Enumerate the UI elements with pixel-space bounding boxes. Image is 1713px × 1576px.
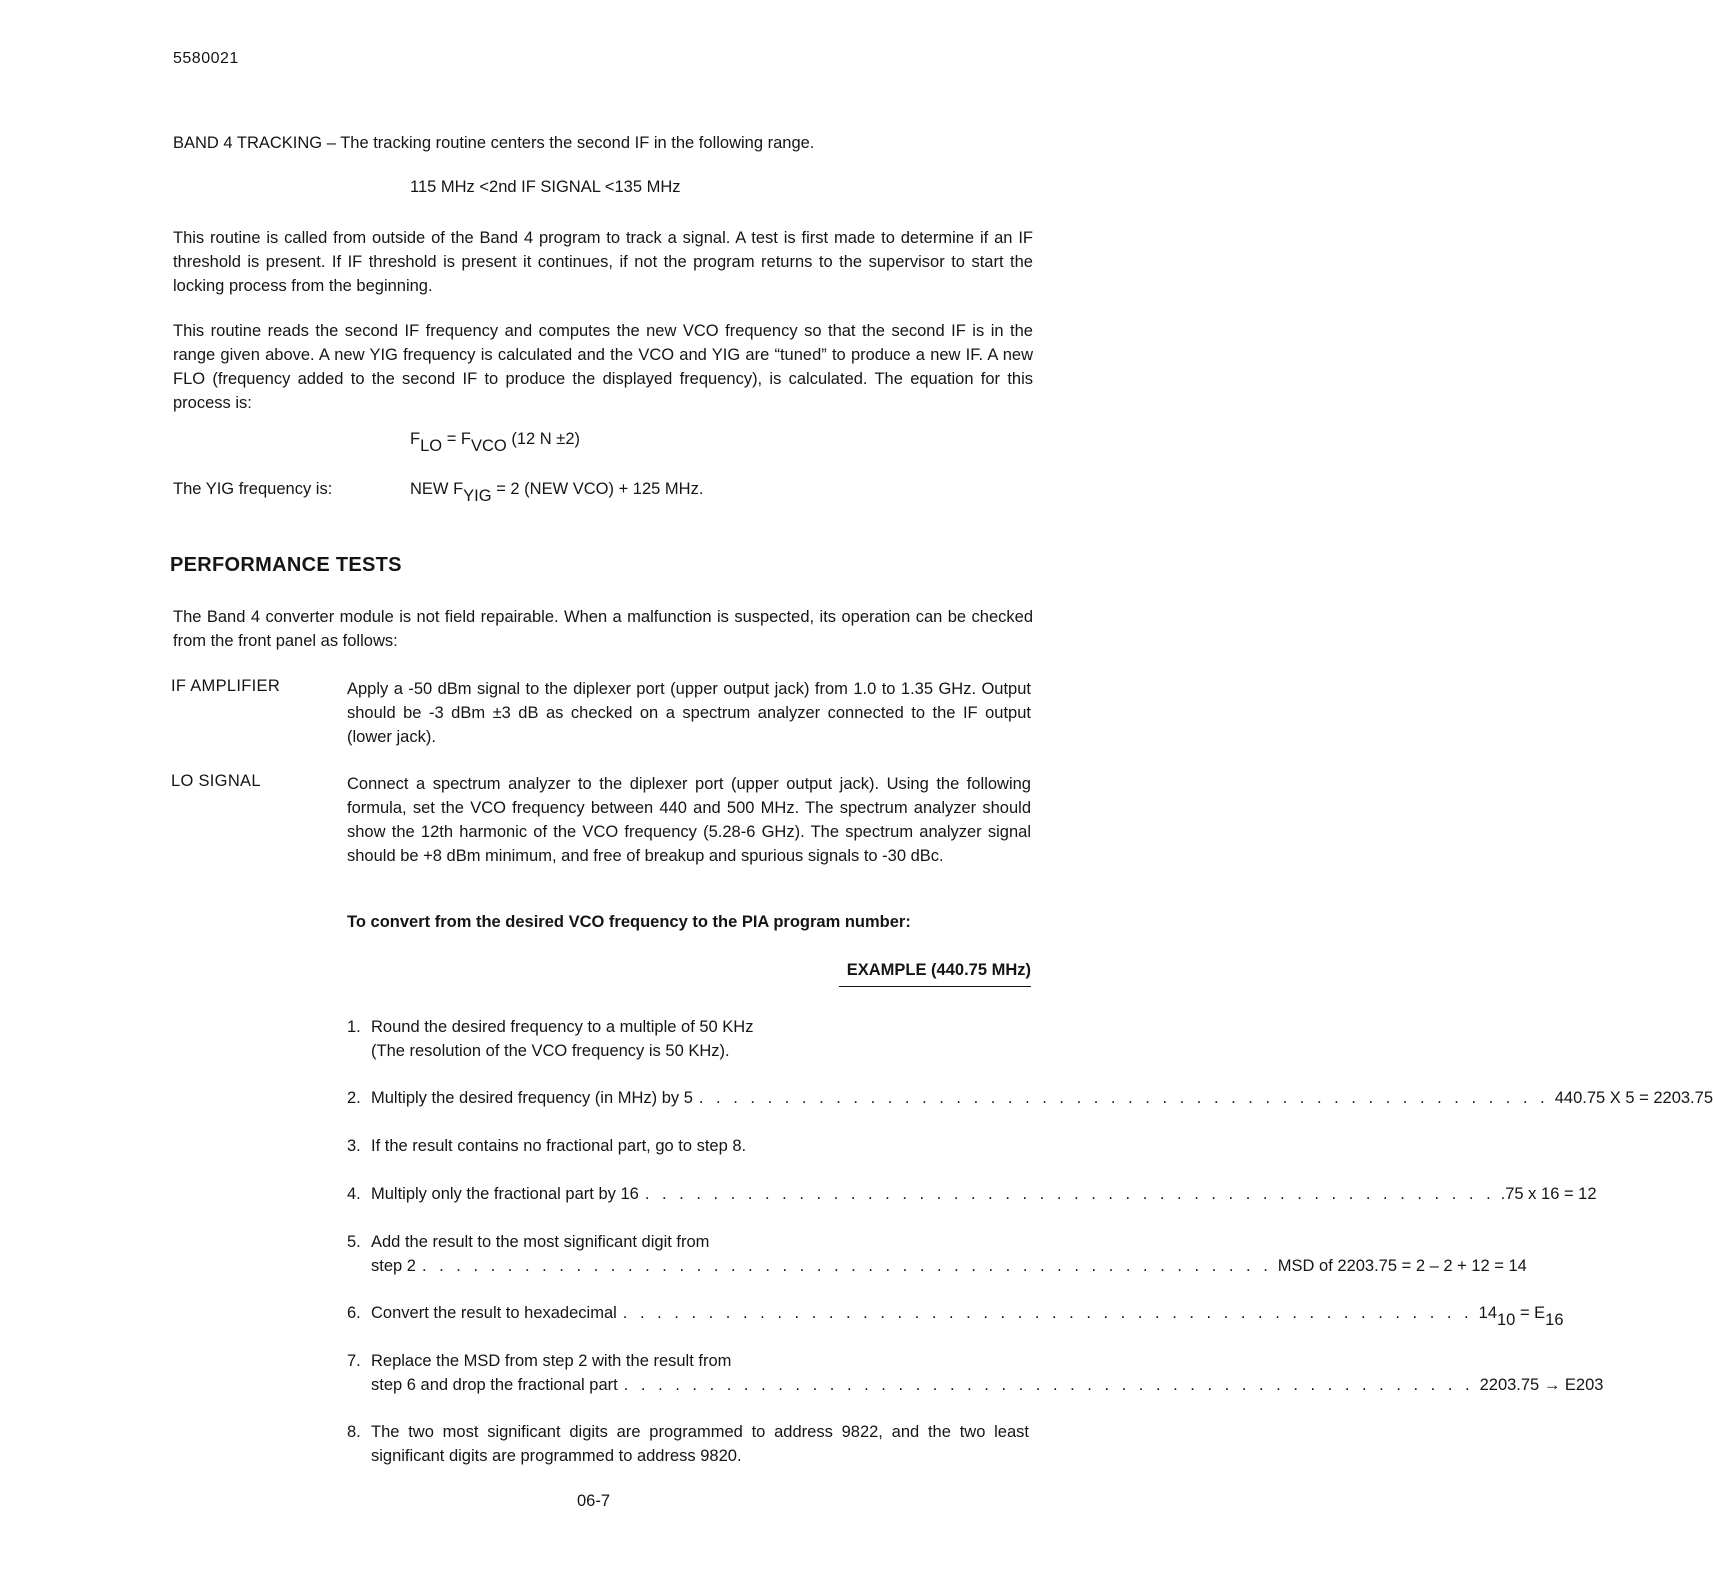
lo-signal-term: LO SIGNAL <box>171 772 261 790</box>
dot-leader: . . . . . . . . . . . . . . . . . . . . . . . . . . . . . . . . . . . . . . . . . . . . . . . . . . <box>421 1257 1272 1275</box>
step-number: 7. <box>347 1352 361 1370</box>
step-7-line-1: Replace the MSD from step 2 with the result from <box>371 1352 732 1370</box>
step-2-text: Multiply the desired frequency (in MHz) by 5 <box>371 1089 693 1107</box>
dot-leader: . . . . . . . . . . . . . . . . . . . . . . . . . . . . . . . . . . . . . . . . . . . . . . . . . . <box>623 1376 1474 1394</box>
step-number: 6. <box>347 1304 361 1322</box>
step-1-line-1: Round the desired frequency to a multiple of 50 KHz <box>371 1018 754 1036</box>
step-6-value-b: = E <box>1515 1304 1546 1322</box>
dot-leader: . . . . . . . . . . . . . . . . . . . . . . . . . . . . . . . . . . . . . . . . . . . . . . . . . . <box>698 1089 1549 1107</box>
step-7-text: step 6 and drop the fractional part <box>371 1376 618 1394</box>
step-7-value: 2203.75 → E203 <box>1479 1376 1604 1394</box>
band4-tracking-paragraph-1: This routine is called from outside of the Band 4 program to track a signal. A test is first made to determine if an IF threshold is present. If IF threshold is present it continues, if not the program returns to the supervisor to start the locking process from the beginning. <box>173 229 1033 295</box>
example-heading: EXAMPLE (440.75 MHz) <box>839 961 1031 987</box>
step-8-text: The two most significant digits are programmed to address 9822, and the two least significant digits are programmed to address 9820. <box>371 1423 1029 1465</box>
band4-tracking-intro <box>173 131 1033 155</box>
lo-signal-description: Connect a spectrum analyzer to the diplexer port (upper output jack). Using the following formula, set the VCO frequency between 440 and 500 MHz. The spectrum analyzer should show the 12th harmonic of the VCO frequency (5.28-6 GHz). The spectrum analyzer signal should be +8 dBm minimum, and free of breakup and spurious signals to -30 dBc. <box>347 775 1031 865</box>
step-3-text: If the result contains no fractional part, go to step 8. <box>371 1137 747 1155</box>
band4-tracking-intro-text: – The tracking routine centers the second IF in the following range. <box>322 134 815 152</box>
step-number: 3. <box>347 1137 361 1155</box>
step-3 <box>347 1134 1029 1158</box>
yig-eq-rest: = 2 (NEW VCO) + 125 MHz. <box>491 480 704 498</box>
step-1 <box>347 1015 1029 1063</box>
flo-eq-sub-vco: VCO <box>471 437 507 455</box>
step-number: 4. <box>347 1185 361 1203</box>
step-5-value: MSD of 2203.75 = 2 – 2 + 12 = 14 <box>1277 1257 1527 1275</box>
step-8 <box>347 1420 1029 1468</box>
band4-tracking-paragraph-2: This routine reads the second IF frequency and computes the new VCO frequency so that the second IF is in the range given above. A new YIG frequency is calculated and the VCO and YIG are “tuned” to produce a new IF. A new FLO (frequency added to the second IF to produce the displayed frequency), is calculated. The equation for this process is: <box>173 322 1033 412</box>
step-number: 8. <box>347 1423 361 1441</box>
yig-eq-sub: YIG <box>463 487 492 505</box>
step-number: 1. <box>347 1018 361 1036</box>
document-number: 5580021 <box>173 50 239 67</box>
yig-eq-pre: NEW F <box>410 480 464 498</box>
step-6-text: Convert the result to hexadecimal <box>371 1304 617 1322</box>
step-5-line-1: Add the result to the most significant digit from <box>371 1233 710 1251</box>
if-range-equation: 115 MHz <2nd IF SIGNAL <135 MHz <box>410 178 681 196</box>
step-5-text: step 2 <box>371 1257 416 1275</box>
step-4-text: Multiply only the fractional part by 16 <box>371 1185 639 1203</box>
flo-eq-equals: = F <box>442 430 471 448</box>
step-number: 2. <box>347 1089 361 1107</box>
dot-leader: . . . . . . . . . . . . . . . . . . . . . . . . . . . . . . . . . . . . . . . . . . . . . . . . . . <box>644 1185 1495 1203</box>
step-number: 5. <box>347 1233 361 1251</box>
yig-frequency-label: The YIG frequency is: <box>173 480 333 498</box>
if-amplifier-term: IF AMPLIFIER <box>171 677 281 695</box>
step-7 <box>347 1349 1604 1397</box>
flo-eq-sub-lo: LO <box>420 437 443 455</box>
convert-heading: To convert from the desired VCO frequency to the PIA program number: <box>347 913 911 931</box>
flo-eq-rest: (12 N ±2) <box>506 430 581 448</box>
flo-equation <box>410 430 580 456</box>
step-1-line-2: (The resolution of the VCO frequency is 50 KHz). <box>371 1042 730 1060</box>
page-number: 06-7 <box>577 1492 611 1510</box>
band4-tracking-lead: BAND 4 TRACKING <box>173 134 323 152</box>
step-6 <box>347 1301 1564 1332</box>
flo-eq-f: F <box>410 430 421 448</box>
step-6-value-a: 14 <box>1478 1304 1497 1322</box>
performance-tests-heading: PERFORMANCE TESTS <box>170 554 402 576</box>
yig-equation <box>410 480 703 506</box>
step-2-value: 440.75 X 5 = 2203.75 <box>1554 1089 1713 1107</box>
dot-leader: . . . . . . . . . . . . . . . . . . . . . . . . . . . . . . . . . . . . . . . . . . . . . . . . . . <box>622 1304 1473 1322</box>
step-6-value <box>1479 1301 1564 1332</box>
step-6-sub-b: 16 <box>1545 1311 1564 1329</box>
step-6-sub-a: 10 <box>1497 1311 1516 1329</box>
step-4-value: .75 x 16 = 12 <box>1500 1185 1597 1203</box>
step-4 <box>347 1182 1597 1206</box>
performance-tests-intro: The Band 4 converter module is not field repairable. When a malfunction is suspected, its operation can be checked from the front panel as follows: <box>173 608 1033 650</box>
if-amplifier-description: Apply a -50 dBm signal to the diplexer port (upper output jack) from 1.0 to 1.35 GHz. Output should be -3 dBm ±3 dB as checked on a spectrum analyzer connected to the IF output (lower jack). <box>347 680 1031 746</box>
step-5 <box>347 1230 1527 1278</box>
step-2 <box>347 1086 1713 1110</box>
